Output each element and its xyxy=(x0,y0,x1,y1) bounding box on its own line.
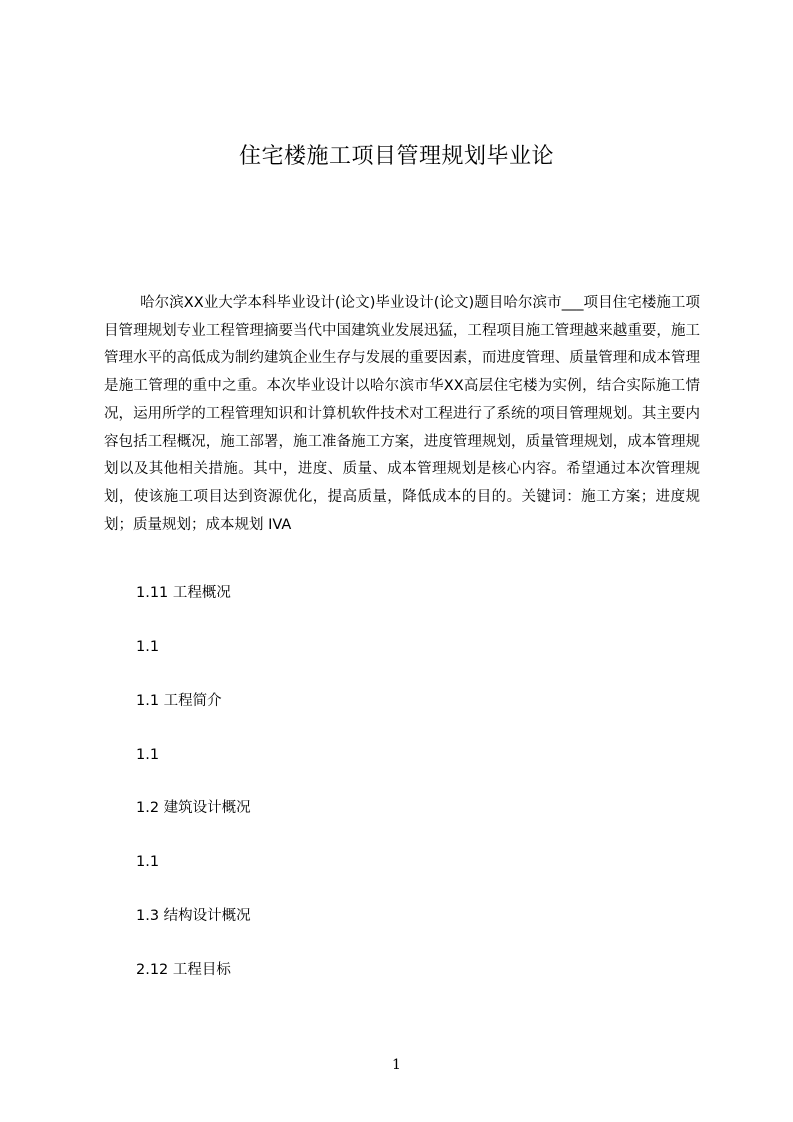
abstract-text: 哈尔滨XX业大学本科毕业设计(论文)毕业设计(论文)题目哈尔滨市___项目住宅楼施工项目管理规划专业工程管理摘要当代中国建筑业发展迅猛，工程项目施工管理越来越重要，施工管理水平的高低成为制约建筑企业生存与发展的重要因素，而进度管理、质量管理和成本管理是施工管理的重中之重。本次毕业设计以哈尔滨市华XX高层住宅楼为实例，结合实际施工情况，运用所学的工程管理知识和计算机软件技术对工程进行了系统的项目管理规划。其主要内容包括工程概况，施工部署，施工准备施工方案，进度管理规划，质量管理规划，成本管理规划以及其他相关措施。其中，进度、质量、成本管理规划是核心内容。希望通过本次管理规划，使该施工项目达到资源优化，提高质量，降低成本的目的。关键词：施工方案；进度规划；质量规划；成本规划 IVA xyxy=(104,295,700,533)
toc-line: 2.12 工程目标 xyxy=(136,962,231,978)
toc-line: 1.11 工程概况 xyxy=(136,585,231,601)
toc-line: 1.1 xyxy=(136,747,160,763)
page-number: 1 xyxy=(392,1057,401,1073)
toc-line: 1.2 建筑设计概况 xyxy=(136,800,251,816)
toc-line: 1.1 工程简介 xyxy=(136,693,222,709)
abstract-paragraph xyxy=(104,290,700,539)
toc-line: 1.3 结构设计概况 xyxy=(136,908,251,924)
document-title: 住宅楼施工项目管理规划毕业论 xyxy=(238,144,554,169)
toc-line: 1.1 xyxy=(136,854,160,870)
toc-line: 1.1 xyxy=(136,639,160,655)
